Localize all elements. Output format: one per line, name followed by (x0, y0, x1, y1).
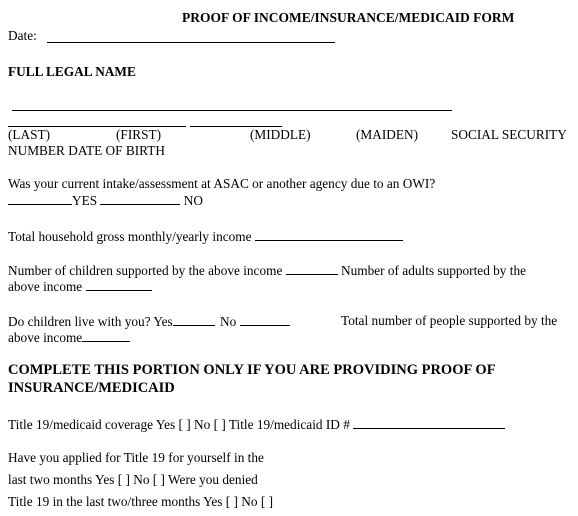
maiden-name-label: (MAIDEN) (356, 127, 419, 142)
middle-name-label: (MIDDLE) (250, 127, 311, 142)
date-field[interactable] (47, 42, 335, 43)
household-income-label: Total household gross monthly/yearly income (8, 229, 252, 244)
ssn-dob-label: NUMBER DATE OF BIRTH (8, 143, 165, 158)
applied-line3: Title 19 in the last two/three months Yes [ ] No [ ] (8, 494, 274, 509)
insurance-heading-line1: COMPLETE THIS PORTION ONLY IF YOU ARE PROVIDING PROOF OF (8, 362, 496, 378)
title19-coverage: Title 19/medicaid coverage Yes [ ] No [ ] (8, 417, 226, 432)
title19-id-field[interactable] (353, 416, 505, 429)
children-live-no-label: No (220, 314, 237, 329)
title19-row (8, 416, 505, 433)
first-name-label: (FIRST) (116, 127, 162, 142)
total-people-label-cont: above income (8, 330, 83, 345)
adults-supported-label: Number of adults supported by the (341, 263, 527, 278)
owi-no-label: NO (183, 193, 203, 208)
children-supported-row (8, 262, 526, 279)
form-title: PROOF OF INCOME/INSURANCE/MEDICAID FORM (182, 10, 515, 25)
total-people-label: Total number of people supported by the (341, 313, 558, 328)
household-income-field[interactable] (255, 228, 403, 241)
total-people-field[interactable] (82, 329, 130, 342)
household-income-row (8, 228, 403, 245)
owi-yes-label: YES (72, 193, 98, 208)
full-name-heading: FULL LEGAL NAME (8, 64, 136, 79)
owi-question: Was your current intake/assessment at ASAC or another agency due to an OWI? (8, 176, 436, 191)
applied-line2: last two months Yes [ ] No [ ] Were you denied (8, 472, 258, 487)
adults-supported-row (8, 278, 152, 295)
children-supported-label: Number of children supported by the above income (8, 263, 283, 278)
adults-supported-field[interactable] (86, 278, 152, 291)
last-name-label: (LAST) (8, 127, 51, 142)
children-live-yes-field[interactable] (173, 313, 215, 326)
applied-line1: Have you applied for Title 19 for yourself in the (8, 450, 264, 465)
owi-no-blank[interactable] (100, 192, 180, 205)
owi-answer-row (8, 192, 203, 209)
children-live-row (8, 313, 290, 330)
ssn-label: SOCIAL SECURITY (451, 127, 567, 142)
date-label: Date: (8, 28, 37, 43)
owi-yes-blank[interactable] (8, 192, 72, 205)
total-people-row (8, 329, 130, 346)
insurance-heading-line2: INSURANCE/MEDICAID (8, 380, 175, 396)
adults-supported-label-cont: above income (8, 279, 83, 294)
children-live-no-field[interactable] (240, 313, 290, 326)
children-supported-field[interactable] (286, 262, 338, 275)
full-name-field[interactable] (12, 110, 452, 111)
title19-id-label: Title 19/medicaid ID # (228, 417, 350, 432)
children-live-label: Do children live with you? Yes (8, 314, 173, 329)
